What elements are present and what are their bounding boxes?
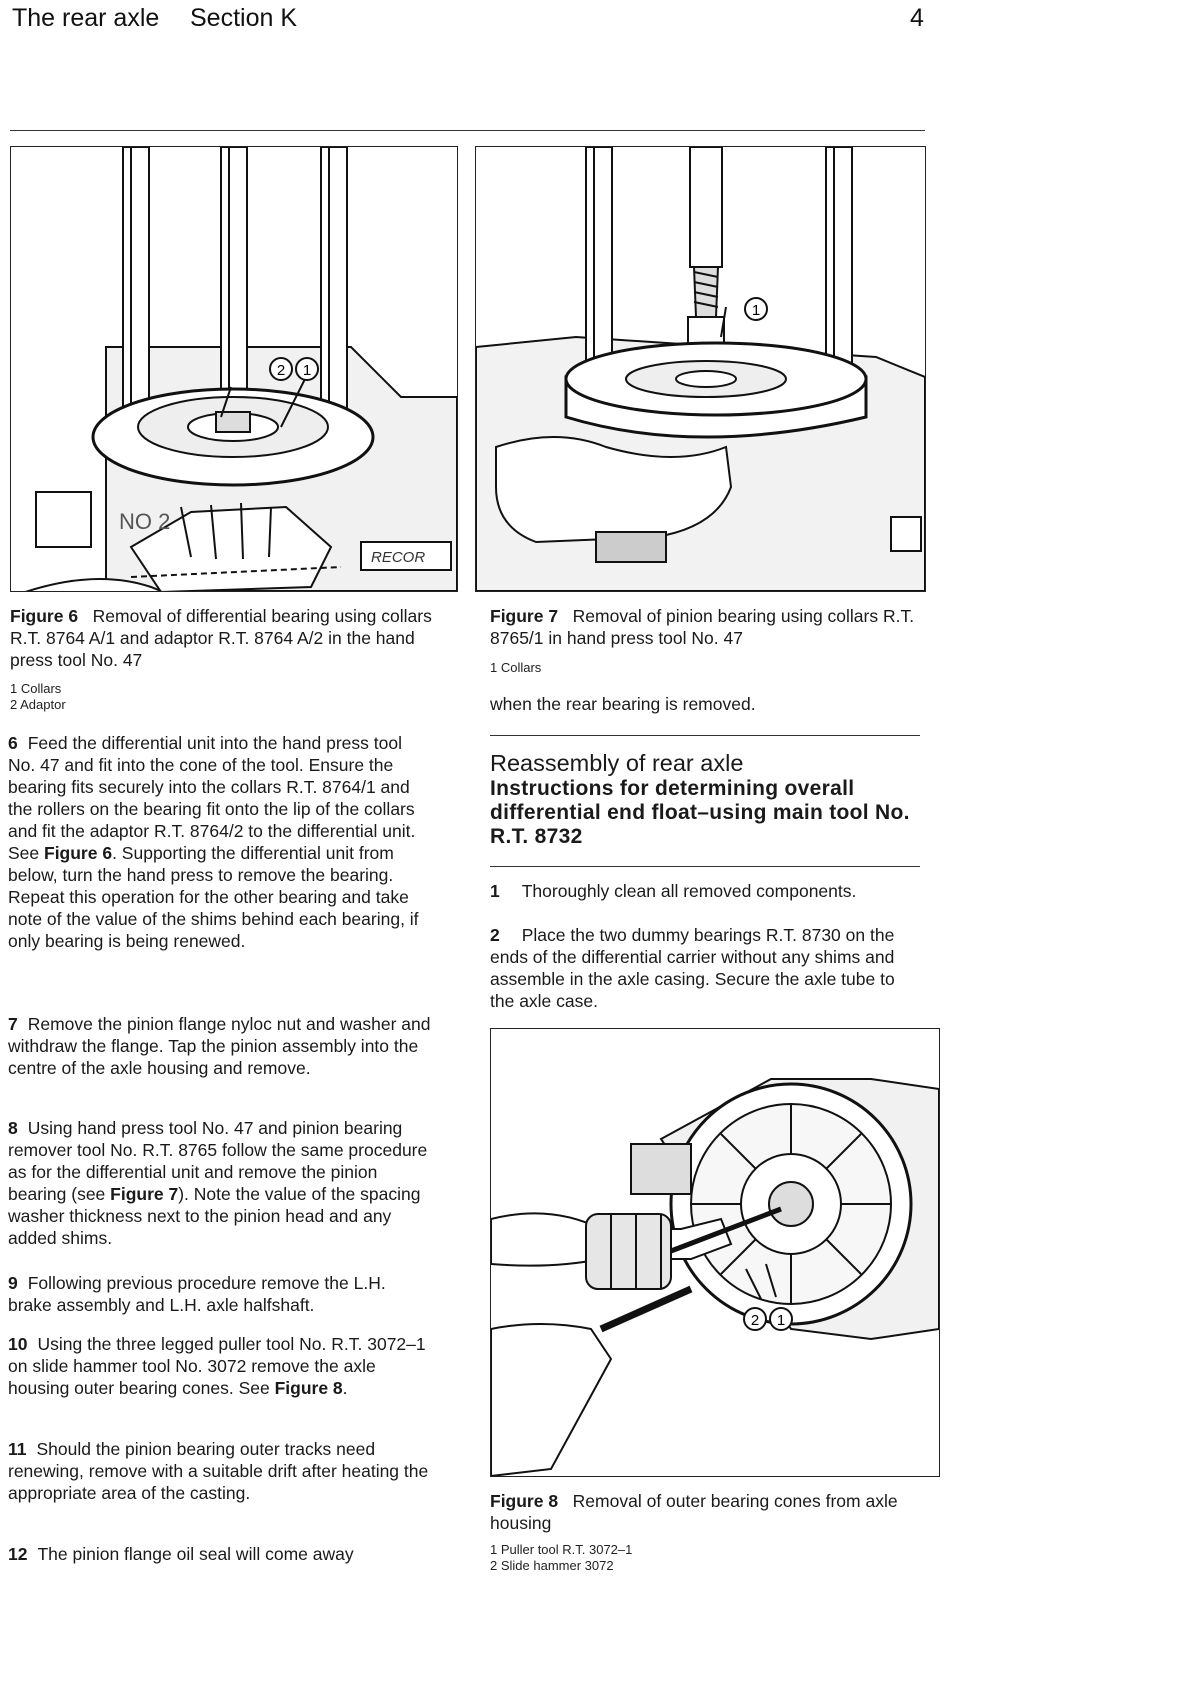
step-number: 10 (8, 1334, 28, 1354)
figure-8-legend (490, 1542, 632, 1574)
step-number: 6 (8, 733, 18, 753)
step-number: 7 (8, 1014, 18, 1034)
differential-bearing-removal-drawing (11, 147, 457, 591)
pinion-bearing-removal-drawing (476, 147, 925, 591)
legend-item: 1 Collars (490, 660, 542, 675)
step-10: 10 Using the three legged puller tool No. R.T. 3072–1 on slide hammer tool No. 3072 remove the axle housing outer bearing cones. See Figure 8. (8, 1334, 426, 1398)
figure-6-plate: RECOR (371, 549, 426, 566)
figure-8-illustration (490, 1028, 940, 1477)
continuation-text: when the rear bearing is removed. (490, 694, 756, 714)
svg-text:2: 2 (750, 1312, 760, 1329)
header-section: Section K (190, 4, 298, 32)
figure-6-legend (10, 681, 66, 713)
step-12: 12 The pinion flange oil seal will come away (8, 1544, 354, 1564)
figure-6-label: Figure 6 (10, 606, 79, 626)
figure-7-illustration (475, 146, 926, 592)
figure-6-callout-2 (270, 358, 292, 380)
figure-7-caption (490, 605, 920, 649)
section-title: Reassembly of rear axle (490, 750, 744, 776)
reassembly-step-2: 2 Place the two dummy bearings R.T. 8730 on the ends of the differential carrier without any shims and assemble in the axle casing. Secure the axle tube to the axle case. (490, 925, 895, 1011)
svg-text:1: 1 (302, 362, 312, 379)
page-number: 4 (910, 4, 924, 32)
svg-text:2: 2 (276, 362, 286, 379)
step-number: 8 (8, 1118, 18, 1138)
header-chapter: The rear axle (12, 4, 160, 32)
figure-8-label: Figure 8 (490, 1491, 559, 1511)
section-rule-bottom (490, 866, 920, 867)
svg-text:1: 1 (776, 1312, 786, 1329)
step-9: 9 Following previous procedure remove the L.H. brake assembly and L.H. axle halfshaft. (8, 1273, 386, 1315)
step-number: 11 (8, 1439, 27, 1459)
step-number: 12 (8, 1544, 28, 1564)
figure-8-caption (490, 1490, 920, 1534)
step-7: 7 Remove the pinion flange nyloc nut and washer and withdraw the flange. Tap the pinion assembly into the centre of the axle housing and remove. (8, 1014, 431, 1078)
legend-item: 2 Adaptor (10, 697, 66, 712)
figure-7-legend (490, 660, 541, 676)
step-6: 6 Feed the differential unit into the hand press tool No. 47 and fit into the cone of the tool. Ensure the bearing fits securely into the collars R.T. 8764/1 and the rollers on the bearing fit onto the lip of the collars and fit the adaptor R.T. 8764/2 to the differential unit. See Figure 6. Supporting the differential unit from below, turn the hand press to remove the bearing. Repeat this operation for the other bearing and take note of the value of the shims behind each bearing, if only bearing is being renewed. (8, 733, 419, 951)
step-number: 9 (8, 1273, 18, 1293)
svg-text:1: 1 (751, 302, 761, 319)
figure-7-label: Figure 7 (490, 606, 559, 626)
figure-8-caption-text: Removal of outer bearing cones from axle housing (490, 1491, 898, 1533)
legend-item: 2 Slide hammer 3072 (490, 1558, 614, 1573)
reassembly-step-1: 1 Thoroughly clean all removed components. (490, 881, 857, 901)
outer-bearing-cone-removal-drawing (491, 1029, 939, 1476)
figure-6-caption-text: Removal of differential bearing using collars R.T. 8764 A/1 and adaptor R.T. 8764 A/2 in the hand press tool No. 47 (10, 606, 432, 670)
figure-7-caption-text: Removal of pinion bearing using collars R.T. 8765/1 in hand press tool No. 47 (490, 606, 915, 648)
figure-6-illustration (10, 146, 458, 592)
figure-6-stamp: NO 2 (119, 509, 171, 534)
legend-item: 1 Collars (10, 681, 62, 696)
step-8: 8 Using hand press tool No. 47 and pinion bearing remover tool No. R.T. 8765 follow the same procedure as for the differential unit and remove the pinion bearing (see Figure 7). Note the value of the spacing washer thickness next to the pinion head and any added shims. (8, 1118, 428, 1248)
subsection-title: Instructions for determining overall differential end float–using main tool No. R.T. 8732 (490, 777, 910, 848)
figure-8-callout-1 (770, 1308, 792, 1330)
figure-6-caption (10, 605, 440, 671)
step-11: 11 Should the pinion bearing outer tracks need renewing, remove with a suitable drift after heating the appropriate area of the casting. (8, 1439, 429, 1503)
section-rule-top (490, 735, 920, 736)
figure-7-callout-1 (745, 298, 767, 320)
step-number: 1 (490, 881, 500, 901)
step-number: 2 (490, 925, 500, 945)
figure-8-callout-2 (744, 1308, 766, 1330)
figure-6-callout-1 (296, 358, 318, 380)
header-rule (10, 130, 925, 131)
legend-item: 1 Puller tool R.T. 3072–1 (490, 1542, 633, 1557)
